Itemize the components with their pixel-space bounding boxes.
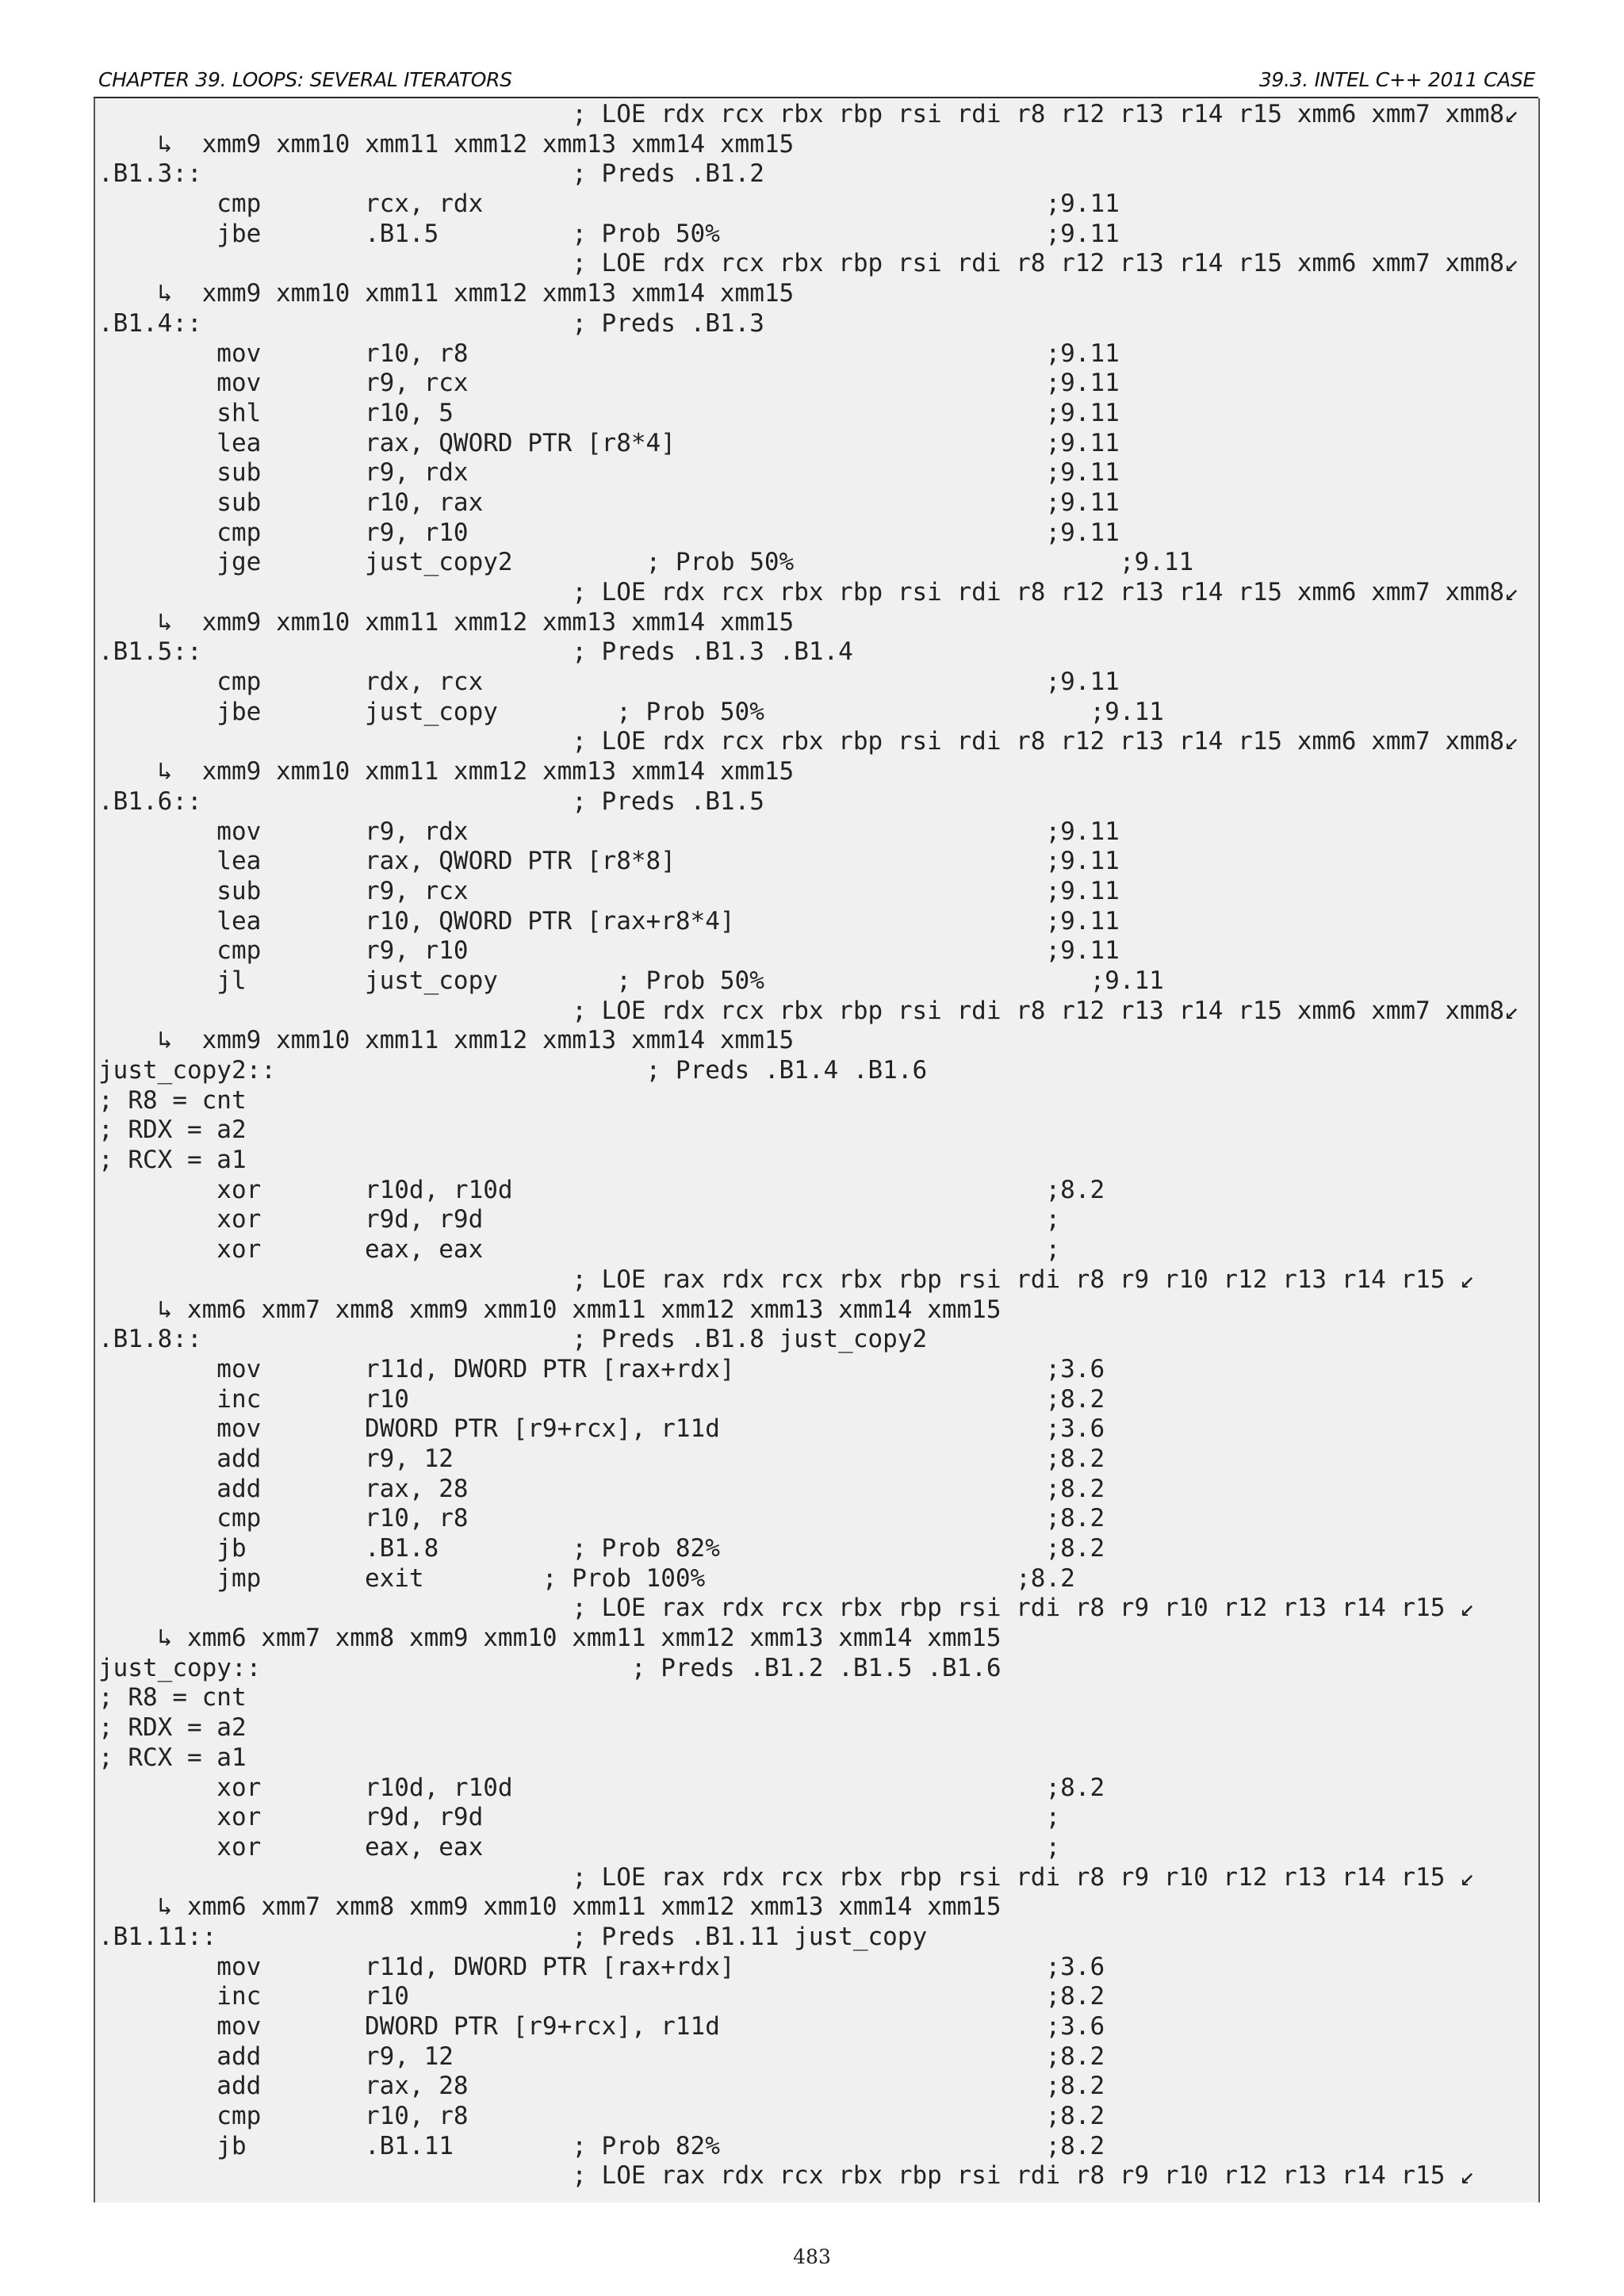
code-line: jbe .B1.5 ; Prob 50% ;9.11 xyxy=(98,219,1120,248)
code-line: mov DWORD PTR [r9+rcx], r11d ;3.6 xyxy=(98,2012,1105,2041)
code-line: xor r9d, r9d ; xyxy=(98,1205,1061,1234)
code-line: ; R8 = cnt xyxy=(98,1683,247,1712)
code-line: xor r10d, r10d ;8.2 xyxy=(98,1773,1105,1802)
code-line: ↳ xmm9 xmm10 xmm11 xmm12 xmm13 xmm14 xmm15 xyxy=(98,757,795,786)
code-line: add rax, 28 ;8.2 xyxy=(98,2072,1105,2101)
code-line: cmp r10, r8 ;8.2 xyxy=(98,2102,1105,2131)
code-line: ↳ xmm6 xmm7 xmm8 xmm9 xmm10 xmm11 xmm12 xmm13 xmm14 xmm15 xyxy=(98,1892,1002,1922)
code-line: ; LOE rdx rcx rbx rbp rsi rdi r8 r12 r13 r14 r15 xmm6 xmm7 xmm8↙ xyxy=(98,100,1519,128)
code-line: .B1.5:: ; Preds .B1.3 .B1.4 xyxy=(98,637,853,667)
code-line: ↳ xmm9 xmm10 xmm11 xmm12 xmm13 xmm14 xmm15 xyxy=(98,129,795,159)
code-line: ; RCX = a1 xyxy=(98,1146,247,1175)
code-line: jb .B1.11 ; Prob 82% ;8.2 xyxy=(98,2131,1105,2160)
code-line: cmp r9, r10 ;9.11 xyxy=(98,936,1120,966)
code-line: ; LOE rdx rcx rbx rbp rsi rdi r8 r12 r13 r14 r15 xmm6 xmm7 xmm8↙ xyxy=(98,249,1519,278)
code-line: ↳ xmm6 xmm7 xmm8 xmm9 xmm10 xmm11 xmm12 xmm13 xmm14 xmm15 xyxy=(98,1295,1002,1324)
code-line: just_copy:: ; Preds .B1.2 .B1.5 .B1.6 xyxy=(98,1653,1002,1682)
code-line: ; LOE rax rdx rcx rbx rbp rsi rdi r8 r9 r10 r12 r13 r14 r15 ↙ xyxy=(98,1265,1475,1294)
code-listing xyxy=(94,98,1540,2202)
code-line: ; RDX = a2 xyxy=(98,1115,247,1145)
code-line: sub r9, rdx ;9.11 xyxy=(98,458,1120,488)
code-line: add r9, 12 ;8.2 xyxy=(98,2042,1105,2071)
code-line: ; LOE rax rdx rcx rbx rbp rsi rdi r8 r9 r10 r12 r13 r14 r15 ↙ xyxy=(98,1862,1475,1892)
code-line: jge just_copy2 ; Prob 50% ;9.11 xyxy=(98,548,1194,577)
code-line: cmp rcx, rdx ;9.11 xyxy=(98,189,1120,219)
code-line: sub r9, rcx ;9.11 xyxy=(98,876,1120,905)
code-line: ; LOE rdx rcx rbx rbp rsi rdi r8 r12 r13 r14 r15 xmm6 xmm7 xmm8↙ xyxy=(98,578,1519,607)
code-line: mov r10, r8 ;9.11 xyxy=(98,339,1120,368)
code-line: ; LOE rdx rcx rbx rbp rsi rdi r8 r12 r13 r14 r15 xmm6 xmm7 xmm8↙ xyxy=(98,996,1519,1025)
code-line: ; LOE rax rdx rcx rbx rbp rsi rdi r8 r9 r10 r12 r13 r14 r15 ↙ xyxy=(98,1594,1475,1623)
page-number: 483 xyxy=(793,2245,831,2268)
code-line: lea rax, QWORD PTR [r8*4] ;9.11 xyxy=(98,428,1120,457)
code-line: ↳ xmm9 xmm10 xmm11 xmm12 xmm13 xmm14 xmm15 xyxy=(98,607,795,637)
code-line: mov r9, rdx ;9.11 xyxy=(98,817,1120,846)
code-line: xor r9d, r9d ; xyxy=(98,1803,1061,1832)
code-line: ; LOE rax rdx rcx rbx rbp rsi rdi r8 r9 r10 r12 r13 r14 r15 ↙ xyxy=(98,2161,1475,2191)
code-line: inc r10 ;8.2 xyxy=(98,1384,1105,1414)
code-line: .B1.4:: ; Preds .B1.3 xyxy=(98,308,764,338)
code-line: mov DWORD PTR [r9+rcx], r11d ;3.6 xyxy=(98,1414,1105,1444)
code-line: .B1.6:: ; Preds .B1.5 xyxy=(98,786,764,816)
code-line: add r9, 12 ;8.2 xyxy=(98,1444,1105,1473)
code-line: .B1.3:: ; Preds .B1.2 xyxy=(98,159,764,189)
code-line: jmp exit ; Prob 100% ;8.2 xyxy=(98,1563,1075,1593)
code-line: just_copy2:: ; Preds .B1.4 .B1.6 xyxy=(98,1056,928,1085)
code-line: ↳ xmm9 xmm10 xmm11 xmm12 xmm13 xmm14 xmm15 xyxy=(98,1026,795,1055)
code-line: lea rax, QWORD PTR [r8*8] ;9.11 xyxy=(98,847,1120,876)
code-line: ; R8 = cnt xyxy=(98,1085,247,1115)
section-title: 39.3. INTEL C++ 2011 CASE xyxy=(1258,68,1535,91)
code-line: mov r11d, DWORD PTR [rax+rdx] ;3.6 xyxy=(98,1952,1105,1981)
code-line: mov r9, rcx ;9.11 xyxy=(98,369,1120,398)
code-line: inc r10 ;8.2 xyxy=(98,1982,1105,2011)
code-line: jl just_copy ; Prob 50% ;9.11 xyxy=(98,966,1164,995)
code-line: jb .B1.8 ; Prob 82% ;8.2 xyxy=(98,1534,1105,1563)
code-line: cmp r9, r10 ;9.11 xyxy=(98,518,1120,547)
code-line: xor eax, eax ; xyxy=(98,1235,1061,1265)
code-line: xor r10d, r10d ;8.2 xyxy=(98,1175,1105,1204)
code-line: sub r10, rax ;9.11 xyxy=(98,488,1120,517)
code-line: mov r11d, DWORD PTR [rax+rdx] ;3.6 xyxy=(98,1354,1105,1383)
chapter-title: CHAPTER 39. LOOPS: SEVERAL ITERATORS xyxy=(98,68,512,91)
code-line: lea r10, QWORD PTR [rax+r8*4] ;9.11 xyxy=(98,906,1120,936)
code-line: .B1.8:: ; Preds .B1.8 just_copy2 xyxy=(98,1325,928,1354)
code-line: add rax, 28 ;8.2 xyxy=(98,1474,1105,1503)
code-line: cmp rdx, rcx ;9.11 xyxy=(98,668,1120,697)
code-line: ; LOE rdx rcx rbx rbp rsi rdi r8 r12 r13 r14 r15 xmm6 xmm7 xmm8↙ xyxy=(98,727,1519,756)
code-line: jbe just_copy ; Prob 50% ;9.11 xyxy=(98,697,1164,726)
code-line: ; RCX = a1 xyxy=(98,1743,247,1772)
page-header xyxy=(98,68,1535,95)
code-line: shl r10, 5 ;9.11 xyxy=(98,398,1120,427)
code-line: cmp r10, r8 ;8.2 xyxy=(98,1504,1105,1533)
code-line: xor eax, eax ; xyxy=(98,1832,1061,1862)
code-line: ↳ xmm6 xmm7 xmm8 xmm9 xmm10 xmm11 xmm12 xmm13 xmm14 xmm15 xyxy=(98,1624,1002,1653)
assembly-code xyxy=(98,100,1519,2191)
code-line: ↳ xmm9 xmm10 xmm11 xmm12 xmm13 xmm14 xmm15 xyxy=(98,279,795,308)
code-line: .B1.11:: ; Preds .B1.11 just_copy xyxy=(98,1922,928,1951)
code-line: ; RDX = a2 xyxy=(98,1713,247,1743)
